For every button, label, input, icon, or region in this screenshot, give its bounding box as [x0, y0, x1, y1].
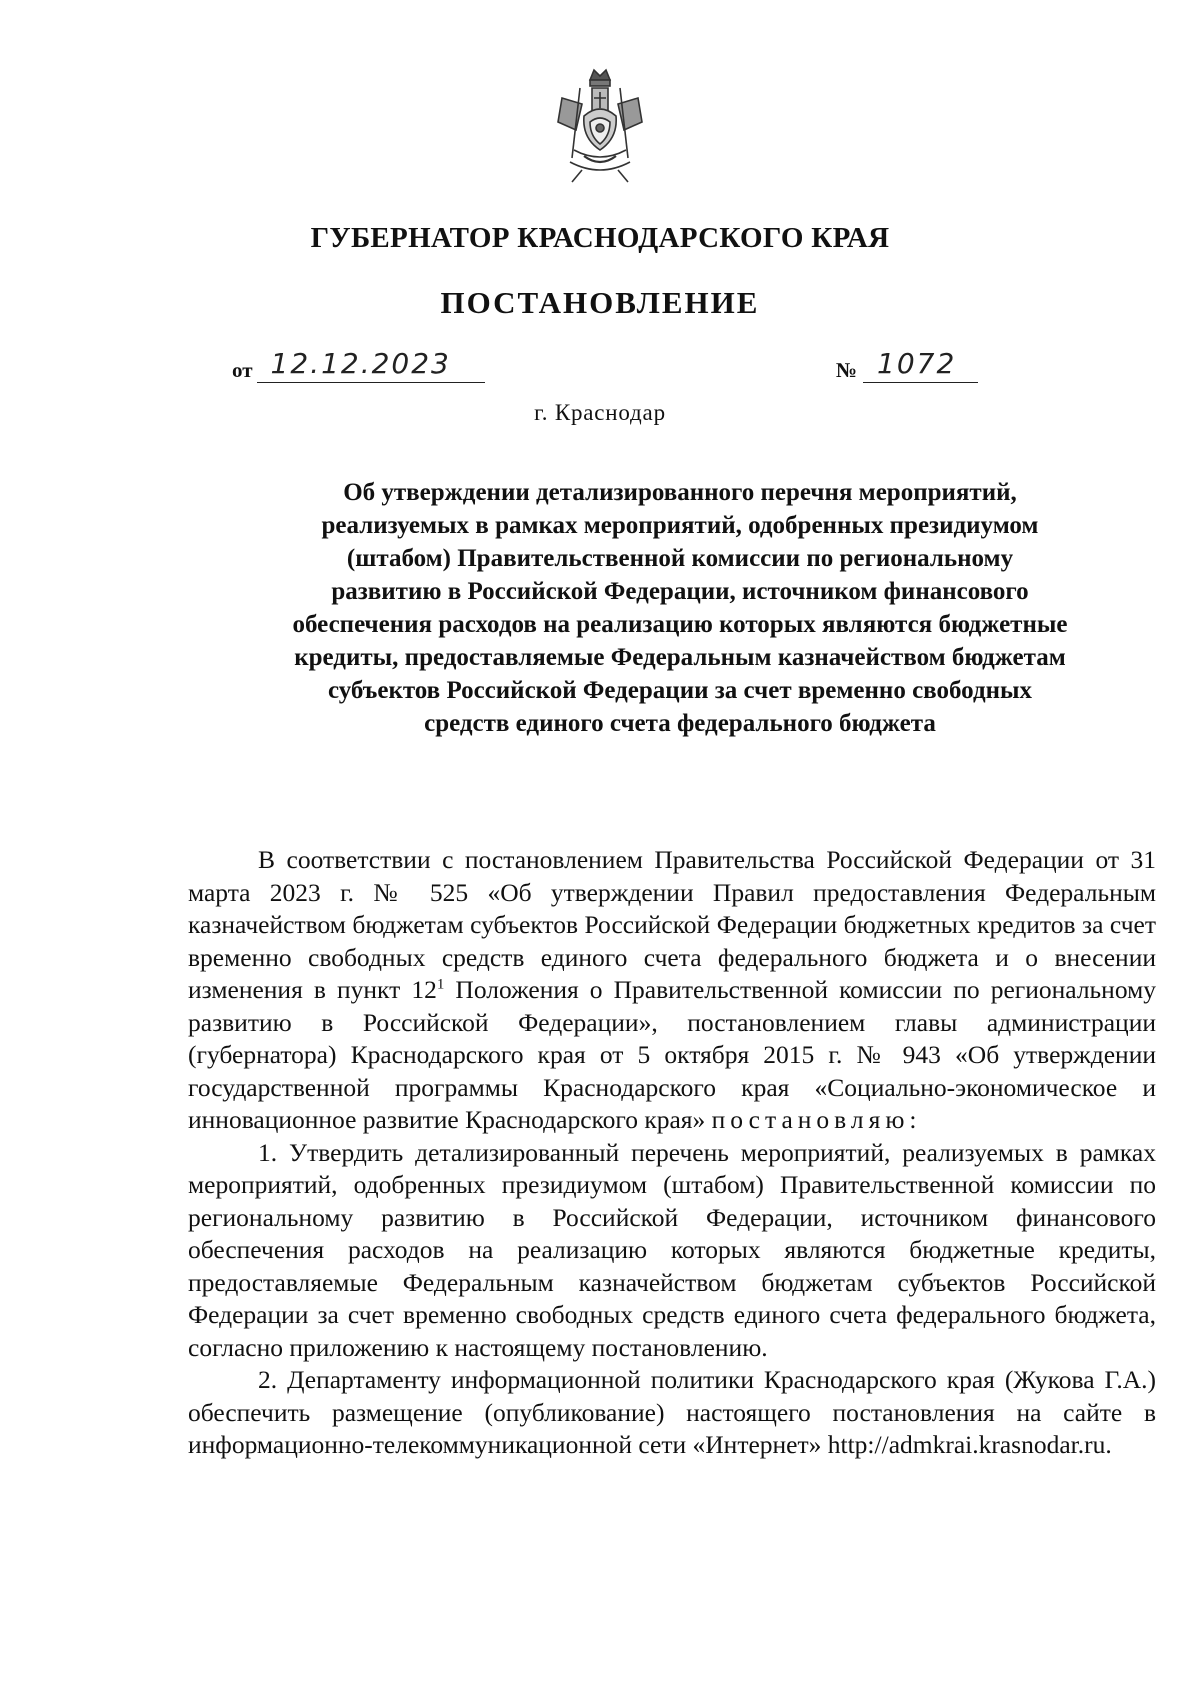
preamble-text-1: В соответствии с постановлением Правительства Российской Федерации от 31 марта 2023 г. № 525 «Об утверждении Правил предоставления Федеральным казначейством бюджетам субъектов Российской Федерации бюджетных кредитов за счет временно свободных средств единого счета федерального бюджета и о внесении изменения в пункт 12 — [188, 845, 1156, 1004]
date-field — [232, 347, 485, 383]
number-prefix: № — [835, 358, 857, 382]
number-field — [835, 347, 978, 383]
issuer-heading: ГУБЕРНАТОР КРАСНОДАРСКОГО КРАЯ — [310, 222, 890, 254]
list-item: 2. Департаменту информационной политики Краснодарского края (Жукова Г.А.) обеспечить размещение (опубликование) настоящего постановления на сайте в информационно-телекоммуникационной сети «Интернет» http://admkrai.krasnodar.ru. — [188, 1365, 1156, 1459]
preamble-text-2: Положения о Правительственной комиссии по региональному развитию в Российской Федерации», постановлением главы администрации (губернатора) Краснодарского края от 5 октября 2015 г. № 943 «Об утверждении государственной программы Краснодарского края «Социально-экономическое и инновационное развитие Краснодарского края» — [188, 975, 1156, 1134]
document-meta-row — [232, 347, 978, 392]
document-body — [188, 844, 1156, 1462]
handwritten-number: 1072 — [877, 347, 957, 380]
preamble-paragraph — [188, 844, 1156, 1137]
date-prefix: от — [232, 358, 253, 382]
date-underline — [257, 347, 485, 383]
list-item: 1. Утвердить детализированный перечень мероприятий, реализуемых в рамках мероприятий, одобренных президиумом (штабом) Правительственной комиссии по региональному развитию в Российской Федерации, источником финансового обеспечения расходов на реализацию которых являются бюджетные кредиты, предоставляемые Федеральным казначейством бюджетам субъектов Российской Федерации за счет временно свободных средств единого счета федерального бюджета, согласно приложению к настоящему постановлению. — [188, 1137, 1156, 1362]
document-title: Об утверждении детализированного перечня мероприятий, реализуемых в рамках мероприятий, одобренных президиумом (штабом) Правительственной комиссии по региональному развитию в Российской Федерации, источником финансового обеспечения расходов на реализацию которых являются бюджетные кредиты, предоставляемые Федеральным казначейством бюджетам субъектов Российской Федерации за счет временно свободных средств единого счета федерального бюджета — [292, 479, 1068, 737]
decree-word: постановляю: — [711, 1105, 922, 1134]
handwritten-date: 12.12.2023 — [270, 347, 451, 380]
superscript-marker: 1 — [436, 976, 445, 993]
number-underline — [863, 347, 978, 383]
coat-of-arms-emblem — [554, 58, 646, 188]
document-type-heading: ПОСТАНОВЛЕНИЕ — [440, 285, 760, 320]
city-line: г. Краснодар — [534, 400, 666, 425]
